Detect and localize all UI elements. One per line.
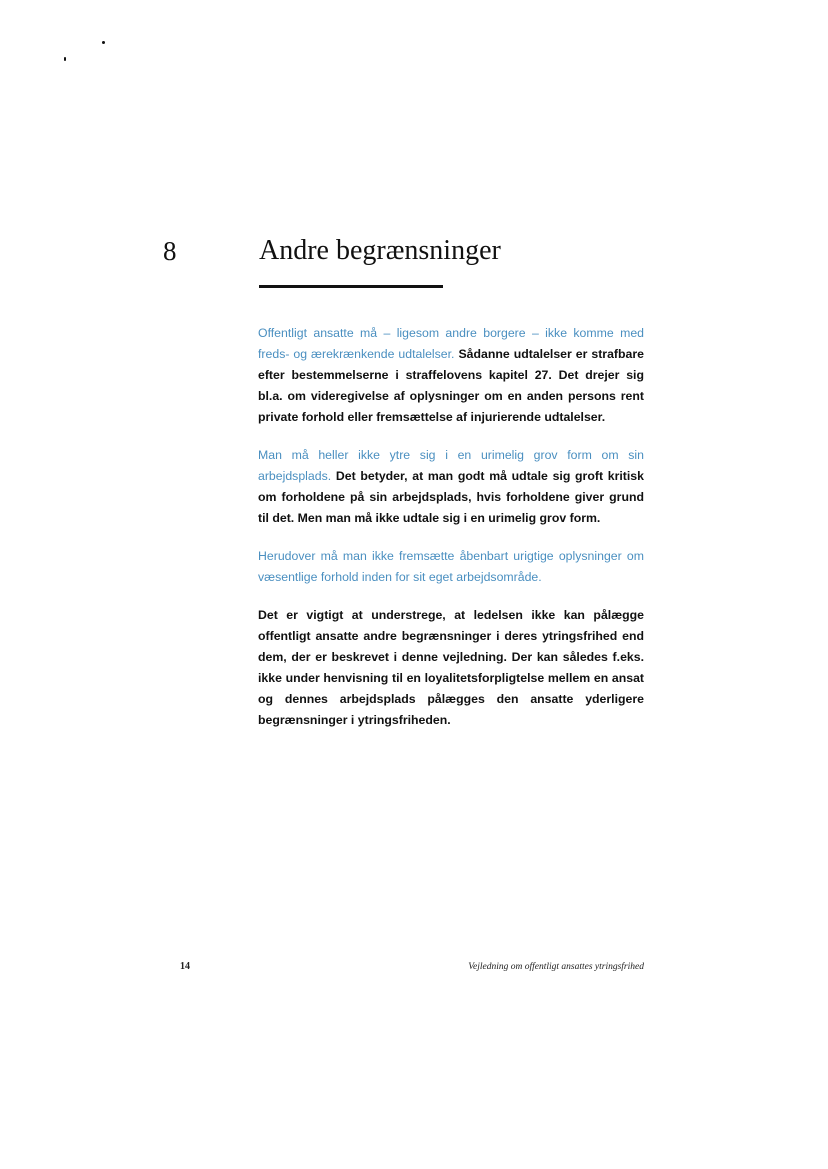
chapter-title: Andre begrænsninger: [259, 235, 501, 266]
highlight-text: Offentligt ansatte må – ligesom andre borgere – ikke komme med freds- og ærekrænkende udtalelser.: [258, 326, 644, 361]
chapter-number: 8: [163, 236, 177, 266]
paragraph-management-limits: [258, 605, 644, 731]
body-text-span: Det betyder, at man godt må udtale sig groft kritisk om forholdene på sin arbejdsplads, hvis forholdene giver grund til det. Men man må ikke udtale sig i en urimelig grov form.: [258, 469, 644, 525]
paragraph-defamation: [258, 323, 644, 428]
scan-speck: [102, 41, 105, 44]
body-text: [258, 323, 644, 731]
scan-speck: [64, 57, 66, 61]
running-footer-title: Vejledning om offentligt ansattes ytringsfrihed: [468, 962, 644, 972]
highlight-text: Herudover må man ikke fremsætte åbenbart urigtige oplysninger om væsentlige forhold inden for sit eget arbejdsområde.: [258, 549, 644, 584]
body-text-span: Det er vigtigt at understrege, at ledelsen ikke kan pålægge offentligt ansatte andre begrænsninger i deres ytringsfrihed end dem, der er beskrevet i denne vejledning. Der kan således f.eks. ikke under henvisning til en loyalitetsforpligtelse mellem en ansat og dennes arbejdsplads pålægges den ansatte yderligere begrænsninger i ytringsfriheden.: [258, 608, 644, 727]
paragraph-false-information: [258, 546, 644, 588]
title-underline: [259, 285, 443, 288]
page-number: 14: [180, 961, 190, 972]
body-text-span: Sådanne udtalelser er strafbare efter bestemmelserne i straffelovens kapitel 27. Det drejer sig bl.a. om videregivelse af oplysninger om en anden persons rent private forhold eller fremsættelse af injurierende udtalelser.: [258, 347, 644, 424]
paragraph-workplace-criticism: [258, 445, 644, 529]
highlight-text: Man må heller ikke ytre sig i en urimelig grov form om sin arbejdsplads.: [258, 448, 644, 483]
